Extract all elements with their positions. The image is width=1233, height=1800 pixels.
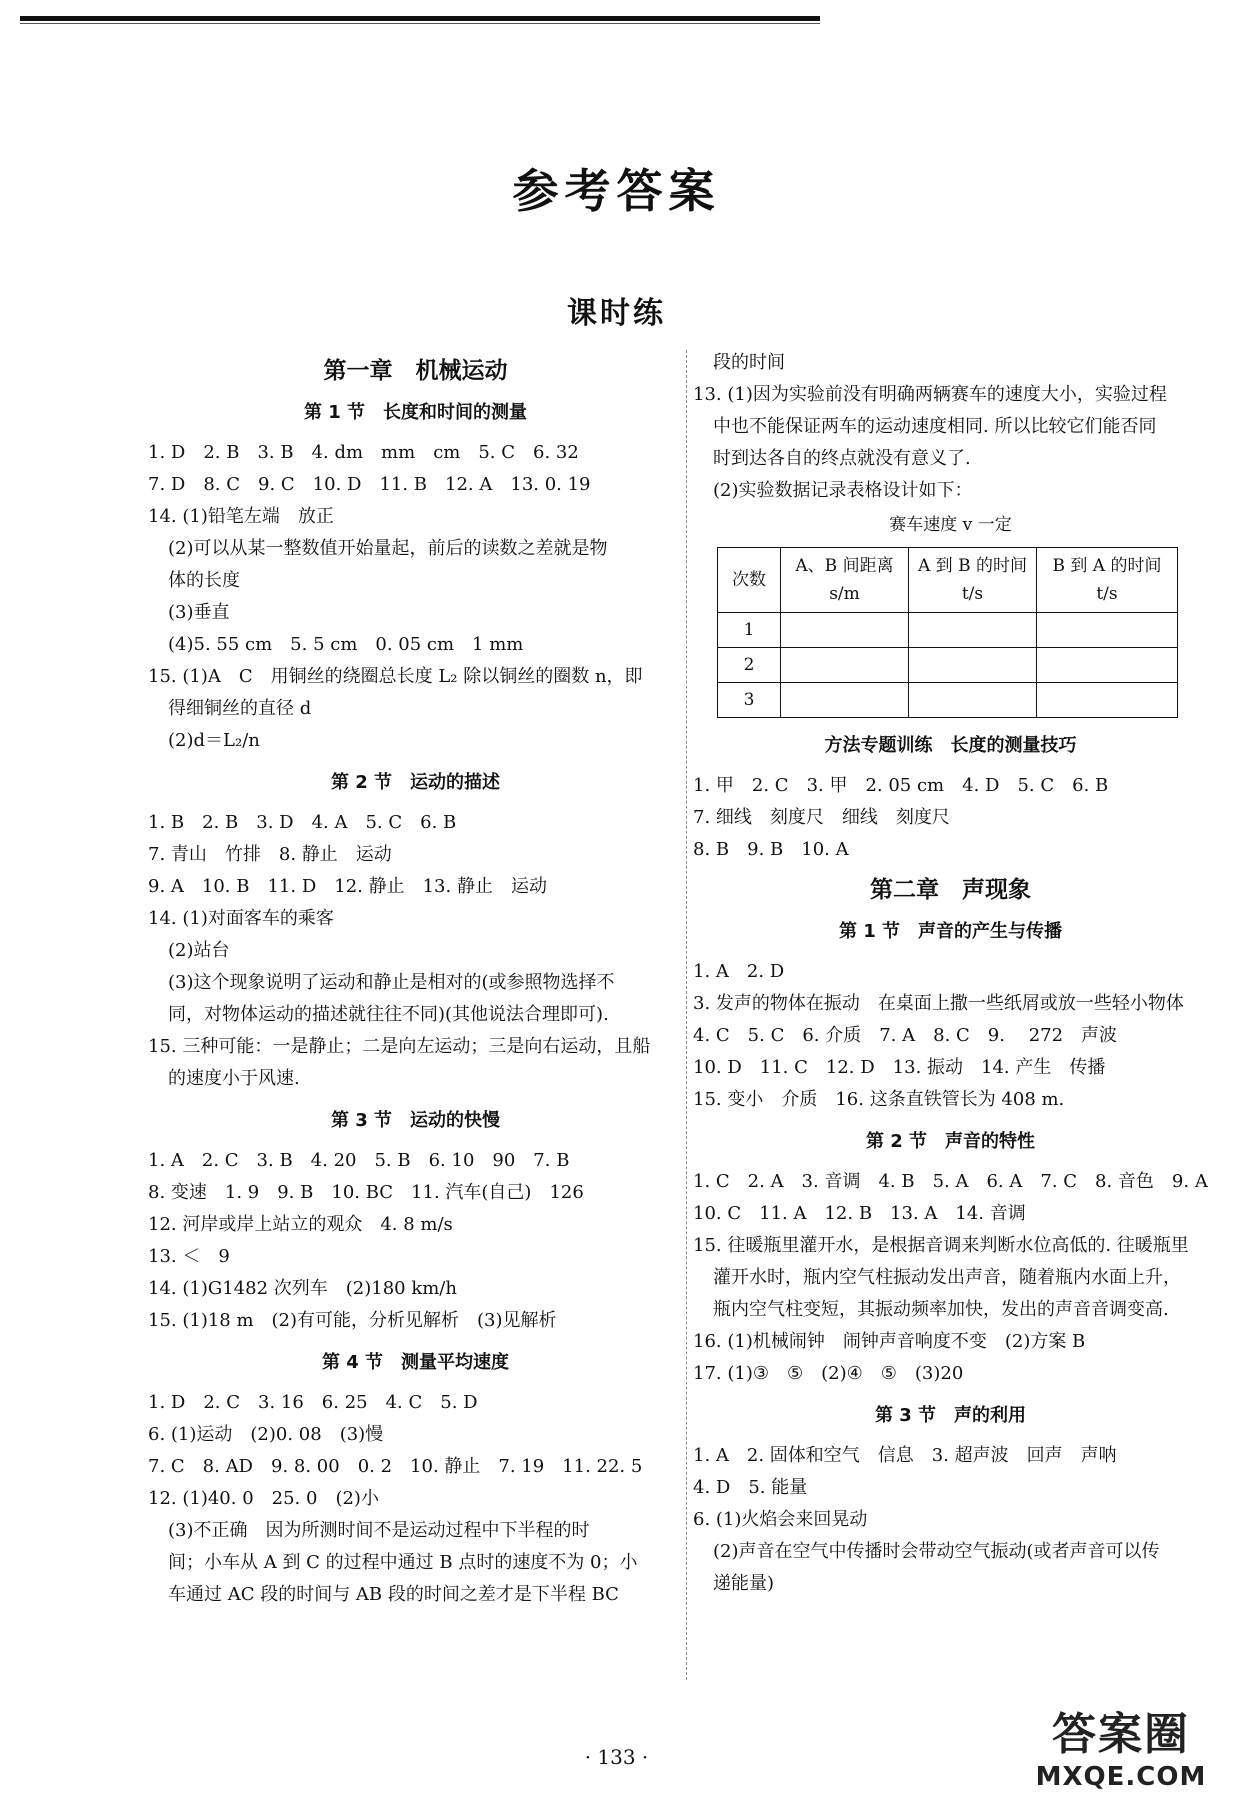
record-table	[717, 547, 1178, 718]
answer-line: (2)实验数据记录表格设计如下：	[713, 480, 973, 501]
answer-line: 同，对物体运动的描述就往往不同)(其他说法合理即可).	[168, 1004, 609, 1025]
answer-line: 瓶内空气柱变短，其振动频率加快，发出的声音音调变高.	[713, 1299, 1169, 1320]
answer-line: 15. 三种可能：一是静止；二是向左运动；三是向右运动，且船	[148, 1036, 651, 1057]
answer-line: (2)站台	[168, 940, 230, 961]
section-heading: 第 4 节 测量平均速度	[321, 1352, 510, 1373]
table-cell: 2	[718, 648, 781, 683]
table-caption: 赛车速度 v 一定	[889, 515, 1012, 535]
answer-line: 4. C 5. C 6. 介质 7. A 8. C 9. 272 声波	[693, 1025, 1118, 1046]
right-bottom-block	[693, 730, 1208, 1600]
answer-line: 7. 细线 刻度尺 细线 刻度尺	[693, 807, 950, 828]
answer-line: 车通过 AC 段的时间与 AB 段的时间之差才是下半程 BC	[168, 1584, 619, 1605]
answer-line: (3)垂直	[168, 602, 230, 623]
answer-line: 段的时间	[713, 352, 785, 373]
answer-line: (3)这个现象说明了运动和静止是相对的(或参照物选择不	[168, 972, 615, 993]
answer-line: 得细铜丝的直径 d	[168, 698, 312, 719]
answer-line: (2)声音在空气中传播时会带动空气振动(或者声音可以传	[713, 1541, 1160, 1562]
answer-line: 9. A 10. B 11. D 12. 静止 13. 静止 运动	[148, 876, 547, 897]
table-row	[718, 683, 1178, 718]
answer-line: (2)可以从某一整数值开始量起，前后的读数之差就是物	[168, 538, 608, 559]
answer-line: 14. (1)G1482 次列车 (2)180 km/h	[148, 1278, 457, 1299]
answer-line: 1. A 2. C 3. B 4. 20 5. B 6. 10 90 7. B	[148, 1150, 570, 1171]
answer-line: 15. (1)18 m (2)有可能，分析见解析 (3)见解析	[148, 1310, 557, 1331]
answer-line: 15. 往暖瓶里灌开水，是根据音调来判断水位高低的. 往暖瓶里	[693, 1235, 1189, 1256]
answer-line: 间；小车从 A 到 C 的过程中通过 B 点时的速度不为 0；小	[168, 1552, 638, 1573]
answer-line: (2)d＝L₂/n	[168, 730, 260, 751]
section-heading: 第 1 节 声音的产生与传播	[838, 921, 1063, 942]
answer-line: 7. D 8. C 9. C 10. D 11. B 12. A 13. 0. 19	[148, 474, 591, 495]
chapter-heading: 第二章 声现象	[870, 877, 1031, 903]
page-subtitle: 课时练	[567, 296, 666, 331]
table-header: A 到 B 的时间 t/s	[909, 548, 1037, 613]
answer-line: 1. 甲 2. C 3. 甲 2. 05 cm 4. D 5. C 6. B	[693, 775, 1109, 796]
answer-line: 1. D 2. B 3. B 4. dm mm cm 5. C 6. 32	[148, 442, 579, 463]
table-cell	[909, 613, 1037, 648]
table-header: B 到 A 的时间 t/s	[1037, 548, 1178, 613]
right-column	[693, 347, 1208, 1600]
answer-line: (4)5. 55 cm 5. 5 cm 0. 05 cm 1 mm	[168, 634, 524, 655]
table-header: 次数	[718, 548, 781, 613]
answer-line: 12. 河岸或岸上站立的观众 4. 8 m/s	[148, 1214, 453, 1235]
answer-line: 7. C 8. AD 9. 8. 00 0. 2 10. 静止 7. 19 11. 22. 5	[148, 1456, 643, 1477]
answer-line: 8. B 9. B 10. A	[693, 839, 849, 860]
answer-line: 7. 青山 竹排 8. 静止 运动	[148, 844, 392, 865]
answer-line: 10. D 11. C 12. D 13. 振动 14. 产生 传播	[693, 1057, 1106, 1078]
watermark-url: MXQE.COM	[1035, 1762, 1207, 1792]
section-heading: 第 1 节 长度和时间的测量	[303, 402, 528, 423]
page-number: · 133 ·	[584, 1745, 649, 1769]
answer-line: 12. (1)40. 0 25. 0 (2)小	[148, 1488, 379, 1509]
answer-line: 14. (1)对面客车的乘客	[148, 908, 334, 929]
section-heading: 第 3 节 运动的快慢	[330, 1110, 501, 1131]
answer-line: 1. B 2. B 3. D 4. A 5. C 6. B	[148, 812, 457, 833]
section-heading: 第 2 节 运动的描述	[330, 772, 501, 793]
watermark-text: 答案圈	[1052, 1709, 1190, 1760]
answer-line: 3. 发声的物体在振动 在桌面上撒一些纸屑或放一些轻小物体	[693, 993, 1184, 1014]
section-heading: 第 3 节 声的利用	[874, 1405, 1027, 1426]
column-divider	[686, 350, 687, 1680]
table-cell	[909, 648, 1037, 683]
answer-line: (3)不正确 因为所测时间不是运动过程中下半程的时	[168, 1520, 590, 1541]
answer-line: 10. C 11. A 12. B 13. A 14. 音调	[693, 1203, 1026, 1224]
table-cell	[781, 683, 909, 718]
answer-line: 1. A 2. D	[693, 961, 785, 982]
answer-line: 6. (1)运动 (2)0. 08 (3)慢	[148, 1424, 384, 1445]
answer-line: 15. (1)A C 用铜丝的绕圈总长度 L₂ 除以铜丝的圈数 n，即	[148, 666, 643, 687]
table-cell	[909, 683, 1037, 718]
table-cell	[781, 613, 909, 648]
table-header: A、B 间距离 s/m	[781, 548, 909, 613]
answer-line: 体的长度	[168, 570, 240, 591]
page-title: 参考答案	[512, 164, 721, 218]
section-heading: 第 2 节 声音的特性	[865, 1131, 1036, 1152]
watermark-logo	[1031, 1698, 1211, 1792]
answer-line: 递能量)	[713, 1573, 775, 1594]
answer-line: 1. C 2. A 3. 音调 4. B 5. A 6. A 7. C 8. 音色 9. A	[693, 1171, 1208, 1192]
answer-line: 13. ＜ 9	[148, 1246, 230, 1267]
answer-line: 1. D 2. C 3. 16 6. 25 4. C 5. D	[148, 1392, 478, 1413]
answer-line: 6. (1)火焰会来回晃动	[693, 1509, 868, 1530]
answer-line: 灌开水时，瓶内空气柱振动发出声音，随着瓶内水面上升，	[713, 1267, 1181, 1288]
top-rule	[20, 16, 820, 21]
table-row	[718, 648, 1178, 683]
table-cell	[1037, 683, 1178, 718]
answer-line: 1. A 2. 固体和空气 信息 3. 超声波 回声 声呐	[693, 1445, 1117, 1466]
left-column	[148, 347, 683, 1611]
right-top-block	[693, 347, 1208, 507]
answer-line: 8. 变速 1. 9 9. B 10. BC 11. 汽车(自己) 126	[148, 1182, 584, 1203]
table-cell: 3	[718, 683, 781, 718]
answer-line: 中也不能保证两车的运动速度相同. 所以比较它们能否同	[713, 416, 1157, 437]
answer-line: 15. 变小 介质 16. 这条直铁管长为 408 m.	[693, 1089, 1065, 1110]
answer-line: 4. D 5. 能量	[693, 1477, 808, 1498]
answer-line: 时到达各自的终点就没有意义了.	[713, 448, 971, 469]
answer-line: 14. (1)铅笔左端 放正	[148, 506, 334, 527]
table-cell	[1037, 648, 1178, 683]
table-cell	[1037, 613, 1178, 648]
table-cell	[781, 648, 909, 683]
chapter-heading: 第一章 机械运动	[323, 358, 508, 384]
answer-line: 17. (1)③ ⑤ (2)④ ⑤ (3)20	[693, 1363, 964, 1384]
table-cell: 1	[718, 613, 781, 648]
top-rule-thin	[20, 23, 820, 24]
answer-line: 的速度小于风速.	[168, 1068, 300, 1089]
table-row	[718, 613, 1178, 648]
answer-line: 16. (1)机械闹钟 闹钟声音响度不变 (2)方案 B	[693, 1331, 1086, 1352]
answer-line: 13. (1)因为实验前没有明确两辆赛车的速度大小，实验过程	[693, 384, 1167, 405]
section-heading: 方法专题训练 长度的测量技巧	[824, 735, 1077, 756]
